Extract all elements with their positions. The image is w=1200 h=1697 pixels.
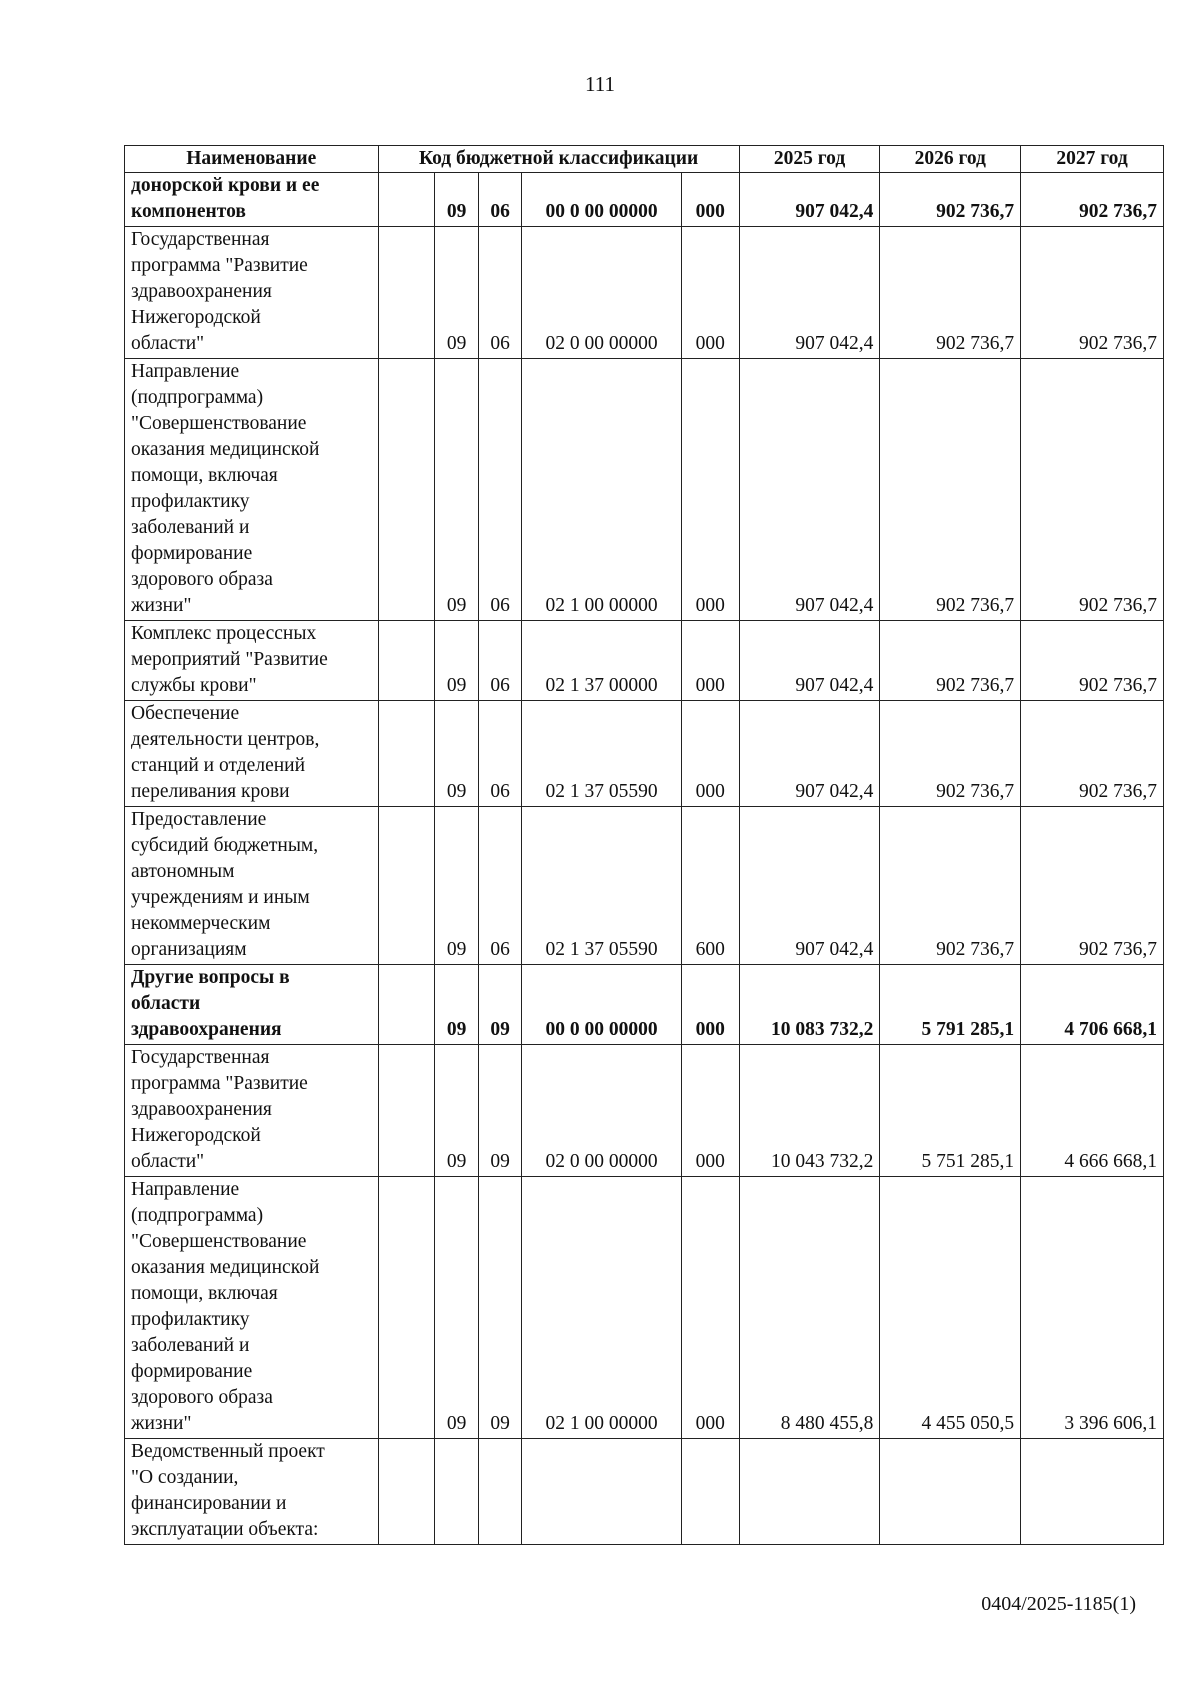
cell-name: Другие вопросы в области здравоохранения (125, 965, 379, 1045)
cell-amount-2027: 3 396 606,1 (1021, 1177, 1164, 1439)
header-2026: 2026 год (880, 146, 1021, 173)
cell-name: Ведомственный проект "О создании, финансировании и эксплуатации объекта: (125, 1439, 379, 1545)
cell-section: 09 (435, 621, 478, 701)
cell-target-article: 02 1 37 00000 (522, 621, 681, 701)
cell-section: 09 (435, 1177, 478, 1439)
cell-amount-2027: 902 736,7 (1021, 359, 1164, 621)
cell-ministry (378, 1177, 435, 1439)
cell-amount-2025: 907 042,4 (739, 807, 880, 965)
table-header-row (125, 146, 1164, 173)
cell-name: Обеспечение деятельности центров, станций и отделений переливания крови (125, 701, 379, 807)
table-row (125, 807, 1164, 965)
cell-target-article: 02 0 00 00000 (522, 227, 681, 359)
cell-amount-2027: 902 736,7 (1021, 227, 1164, 359)
cell-expense-kind: 000 (681, 173, 739, 227)
cell-expense-kind: 000 (681, 1177, 739, 1439)
cell-amount-2025: 907 042,4 (739, 227, 880, 359)
table-row (125, 1045, 1164, 1177)
cell-ministry (378, 807, 435, 965)
cell-expense-kind: 000 (681, 621, 739, 701)
cell-subsection: 06 (478, 701, 521, 807)
cell-expense-kind: 000 (681, 359, 739, 621)
cell-subsection: 09 (478, 1177, 521, 1439)
cell-ministry (378, 359, 435, 621)
cell-amount-2025: 10 043 732,2 (739, 1045, 880, 1177)
cell-section (435, 1439, 478, 1545)
cell-section: 09 (435, 965, 478, 1045)
document-code: 0404/2025-1185(1) (981, 1593, 1136, 1615)
cell-amount-2025: 8 480 455,8 (739, 1177, 880, 1439)
cell-expense-kind: 000 (681, 1045, 739, 1177)
cell-amount-2026: 5 751 285,1 (880, 1045, 1021, 1177)
cell-expense-kind: 600 (681, 807, 739, 965)
cell-target-article: 02 1 37 05590 (522, 701, 681, 807)
cell-amount-2027: 902 736,7 (1021, 701, 1164, 807)
cell-expense-kind (681, 1439, 739, 1545)
table-body (125, 173, 1164, 1545)
header-2027: 2027 год (1021, 146, 1164, 173)
cell-section: 09 (435, 1045, 478, 1177)
cell-amount-2026: 5 791 285,1 (880, 965, 1021, 1045)
table-row (125, 1439, 1164, 1545)
cell-name: Направление (подпрограмма) "Совершенствование оказания медицинской помощи, включая профилактику заболеваний и формирование здорового образа жизни" (125, 359, 379, 621)
cell-target-article: 02 0 00 00000 (522, 1045, 681, 1177)
table-row (125, 227, 1164, 359)
header-code: Код бюджетной классификации (378, 146, 739, 173)
cell-ministry (378, 173, 435, 227)
cell-amount-2027: 4 706 668,1 (1021, 965, 1164, 1045)
cell-target-article: 00 0 00 00000 (522, 965, 681, 1045)
cell-amount-2025: 907 042,4 (739, 173, 880, 227)
table-row (125, 173, 1164, 227)
cell-amount-2025: 907 042,4 (739, 701, 880, 807)
header-2025: 2025 год (739, 146, 880, 173)
cell-ministry (378, 1045, 435, 1177)
table-row (125, 621, 1164, 701)
cell-name: Комплекс процессных мероприятий "Развитие службы крови" (125, 621, 379, 701)
cell-target-article: 02 1 00 00000 (522, 1177, 681, 1439)
cell-amount-2026: 4 455 050,5 (880, 1177, 1021, 1439)
cell-expense-kind: 000 (681, 227, 739, 359)
table-row (125, 701, 1164, 807)
cell-amount-2025: 907 042,4 (739, 359, 880, 621)
cell-subsection: 06 (478, 359, 521, 621)
cell-target-article: 00 0 00 00000 (522, 173, 681, 227)
cell-amount-2025: 907 042,4 (739, 621, 880, 701)
cell-subsection: 06 (478, 807, 521, 965)
cell-amount-2025 (739, 1439, 880, 1545)
table-row (125, 965, 1164, 1045)
cell-amount-2026: 902 736,7 (880, 701, 1021, 807)
header-name: Наименование (125, 146, 379, 173)
cell-name: Направление (подпрограмма) "Совершенствование оказания медицинской помощи, включая профилактику заболеваний и формирование здорового образа жизни" (125, 1177, 379, 1439)
cell-amount-2026: 902 736,7 (880, 359, 1021, 621)
cell-amount-2026: 902 736,7 (880, 173, 1021, 227)
cell-name: Предоставление субсидий бюджетным, автономным учреждениям и иным некоммерческим организациям (125, 807, 379, 965)
cell-amount-2027: 902 736,7 (1021, 807, 1164, 965)
cell-ministry (378, 965, 435, 1045)
cell-ministry (378, 621, 435, 701)
cell-name: донорской крови и ее компонентов (125, 173, 379, 227)
cell-amount-2027 (1021, 1439, 1164, 1545)
cell-amount-2026: 902 736,7 (880, 621, 1021, 701)
cell-amount-2025: 10 083 732,2 (739, 965, 880, 1045)
cell-subsection: 06 (478, 173, 521, 227)
table-row (125, 1177, 1164, 1439)
cell-name: Государственная программа "Развитие здравоохранения Нижегородской области" (125, 227, 379, 359)
cell-section: 09 (435, 359, 478, 621)
cell-section: 09 (435, 173, 478, 227)
cell-section: 09 (435, 227, 478, 359)
cell-amount-2027: 902 736,7 (1021, 621, 1164, 701)
cell-section: 09 (435, 807, 478, 965)
cell-subsection (478, 1439, 521, 1545)
cell-target-article (522, 1439, 681, 1545)
cell-ministry (378, 227, 435, 359)
cell-expense-kind: 000 (681, 701, 739, 807)
cell-target-article: 02 1 37 05590 (522, 807, 681, 965)
cell-ministry (378, 1439, 435, 1545)
cell-subsection: 09 (478, 965, 521, 1045)
cell-amount-2026: 902 736,7 (880, 227, 1021, 359)
page-number: 111 (585, 72, 615, 96)
cell-subsection: 09 (478, 1045, 521, 1177)
cell-subsection: 06 (478, 621, 521, 701)
budget-table (124, 145, 1164, 1545)
cell-expense-kind: 000 (681, 965, 739, 1045)
cell-name: Государственная программа "Развитие здравоохранения Нижегородской области" (125, 1045, 379, 1177)
cell-subsection: 06 (478, 227, 521, 359)
cell-amount-2027: 4 666 668,1 (1021, 1045, 1164, 1177)
table-row (125, 359, 1164, 621)
cell-target-article: 02 1 00 00000 (522, 359, 681, 621)
cell-ministry (378, 701, 435, 807)
cell-amount-2026 (880, 1439, 1021, 1545)
cell-amount-2027: 902 736,7 (1021, 173, 1164, 227)
cell-amount-2026: 902 736,7 (880, 807, 1021, 965)
cell-section: 09 (435, 701, 478, 807)
